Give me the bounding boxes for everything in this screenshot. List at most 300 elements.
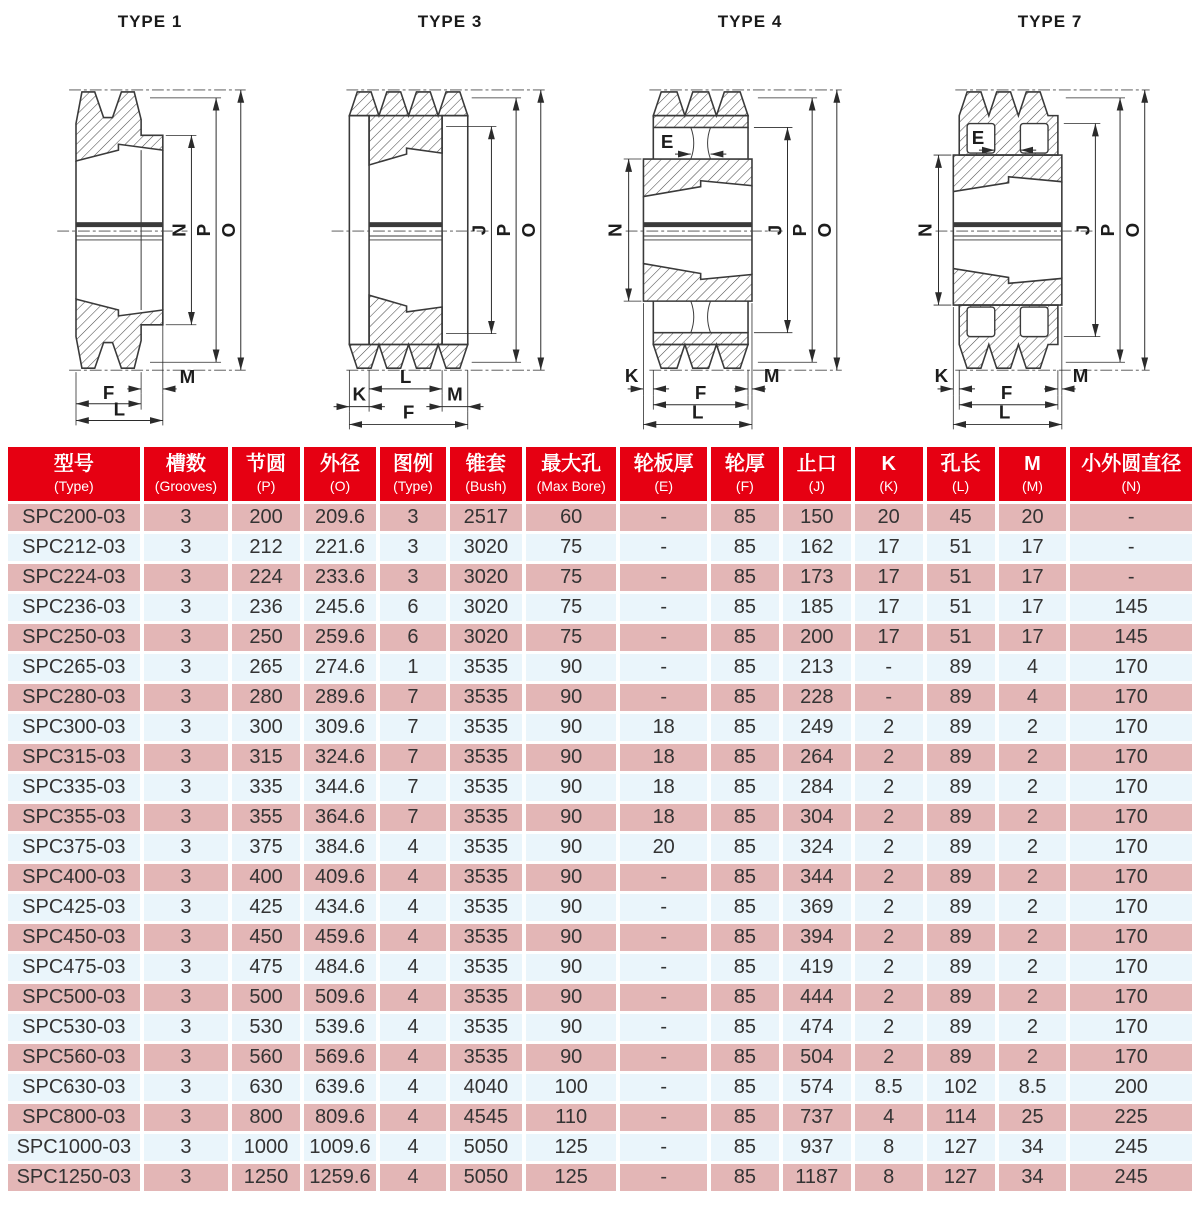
- table-cell: SPC300-03: [8, 714, 140, 741]
- header-label-zh: 孔长: [940, 453, 981, 475]
- table-cell: 324: [783, 834, 851, 861]
- table-cell: 3020: [450, 534, 522, 561]
- table-cell: 2: [999, 834, 1067, 861]
- table-cell: 89: [927, 714, 995, 741]
- table-cell: SPC280-03: [8, 684, 140, 711]
- table-cell: 150: [783, 504, 851, 531]
- table-row: [8, 1164, 1192, 1191]
- table-cell: 60: [526, 504, 617, 531]
- table-cell: 3535: [450, 804, 522, 831]
- table-cell: 89: [927, 774, 995, 801]
- table-cell: 170: [1070, 714, 1192, 741]
- dim-label-f: F: [402, 401, 415, 423]
- table-cell: 434.6: [304, 894, 376, 921]
- table-cell: 7: [380, 684, 446, 711]
- table-cell: 162: [783, 534, 851, 561]
- table-cell: 85: [711, 744, 779, 771]
- table-cell: 18: [620, 714, 706, 741]
- table-cell: 85: [711, 714, 779, 741]
- header-cell: [783, 447, 851, 501]
- table-cell: 90: [526, 1014, 617, 1041]
- table-cell: SPC1250-03: [8, 1164, 140, 1191]
- header-label-en: (Bush): [465, 478, 507, 494]
- table-cell: 209.6: [304, 504, 376, 531]
- table-cell: 125: [526, 1164, 617, 1191]
- table-cell: 170: [1070, 1044, 1192, 1071]
- table-cell: 5050: [450, 1164, 522, 1191]
- table-cell: 2: [999, 954, 1067, 981]
- table-cell: 2: [855, 1014, 923, 1041]
- table-cell: 125: [526, 1134, 617, 1161]
- table-cell: SPC1000-03: [8, 1134, 140, 1161]
- dim-label-l: L: [113, 398, 126, 420]
- spec-table: [4, 444, 1196, 1194]
- table-cell: 51: [927, 534, 995, 561]
- table-cell: 85: [711, 954, 779, 981]
- table-cell: 569.6: [304, 1044, 376, 1071]
- table-cell: 17: [855, 594, 923, 621]
- table-cell: 250: [232, 624, 300, 651]
- table-cell: 20: [855, 504, 923, 531]
- table-cell: 315: [232, 744, 300, 771]
- table-cell: -: [620, 1104, 706, 1131]
- diagrams-row: [0, 0, 1200, 438]
- table-cell: 3: [144, 834, 228, 861]
- table-cell: 504: [783, 1044, 851, 1071]
- table-cell: 2: [999, 714, 1067, 741]
- table-cell: 3: [144, 714, 228, 741]
- table-cell: 335: [232, 774, 300, 801]
- table-cell: 8.5: [999, 1074, 1067, 1101]
- table-cell: 530: [232, 1014, 300, 1041]
- dim-label-p: P: [193, 223, 215, 237]
- header-cell: [855, 447, 923, 501]
- table-cell: 20: [620, 834, 706, 861]
- table-cell: 304: [783, 804, 851, 831]
- header-label-en: (M): [1021, 478, 1043, 494]
- table-cell: 3: [380, 534, 446, 561]
- table-cell: 4: [380, 1104, 446, 1131]
- table-cell: 2517: [450, 504, 522, 531]
- table-cell: 89: [927, 864, 995, 891]
- table-cell: 51: [927, 564, 995, 591]
- table-cell: 3: [144, 1074, 228, 1101]
- table-cell: 34: [999, 1134, 1067, 1161]
- table-cell: SPC475-03: [8, 954, 140, 981]
- table-cell: 4: [380, 1164, 446, 1191]
- table-cell: 89: [927, 834, 995, 861]
- table-cell: 90: [526, 774, 617, 801]
- diagram-title-type7: TYPE 7: [1017, 12, 1083, 31]
- table-cell: 364.6: [304, 804, 376, 831]
- table-cell: -: [620, 1044, 706, 1071]
- table-cell: 500: [232, 984, 300, 1011]
- table-cell: -: [620, 504, 706, 531]
- table-cell: 3: [144, 894, 228, 921]
- header-cell: [380, 447, 446, 501]
- table-cell: 3: [144, 564, 228, 591]
- table-cell: 170: [1070, 684, 1192, 711]
- table-cell: 3535: [450, 1044, 522, 1071]
- dim-label-p: P: [493, 223, 515, 237]
- table-cell: SPC500-03: [8, 984, 140, 1011]
- header-label-zh: 轮板厚: [633, 453, 694, 475]
- header-label-en: (Grooves): [154, 478, 218, 494]
- table-cell: 4: [380, 1074, 446, 1101]
- table-cell: 212: [232, 534, 300, 561]
- table-cell: 85: [711, 1104, 779, 1131]
- table-cell: 2: [999, 924, 1067, 951]
- table-cell: 259.6: [304, 624, 376, 651]
- table-cell: 4: [380, 864, 446, 891]
- table-cell: -: [855, 654, 923, 681]
- table-cell: -: [620, 924, 706, 951]
- table-row: [8, 564, 1192, 591]
- table-cell: 4: [999, 654, 1067, 681]
- table-cell: 75: [526, 594, 617, 621]
- table-cell: SPC224-03: [8, 564, 140, 591]
- table-cell: 800: [232, 1104, 300, 1131]
- table-cell: 409.6: [304, 864, 376, 891]
- dim-label-p: P: [789, 223, 811, 237]
- table-cell: 344: [783, 864, 851, 891]
- diagram-title-type3: TYPE 3: [417, 12, 483, 31]
- table-cell: 2: [855, 834, 923, 861]
- table-cell: 369: [783, 894, 851, 921]
- table-cell: 89: [927, 954, 995, 981]
- table-row: [8, 744, 1192, 771]
- table-cell: 4: [999, 684, 1067, 711]
- table-cell: 75: [526, 534, 617, 561]
- table-cell: 170: [1070, 864, 1192, 891]
- dim-label-j: J: [764, 224, 786, 236]
- dim-label-o: O: [517, 222, 539, 238]
- dim-label-f: F: [102, 381, 115, 403]
- table-cell: 937: [783, 1134, 851, 1161]
- table-cell: 213: [783, 654, 851, 681]
- table-row: [8, 924, 1192, 951]
- table-row: [8, 504, 1192, 531]
- dim-label-k: K: [624, 365, 639, 387]
- table-cell: 3020: [450, 594, 522, 621]
- header-label-zh: 轮厚: [724, 453, 765, 475]
- table-cell: 7: [380, 774, 446, 801]
- table-cell: 394: [783, 924, 851, 951]
- table-cell: 85: [711, 1134, 779, 1161]
- header-cell: [927, 447, 995, 501]
- table-row: [8, 984, 1192, 1011]
- table-cell: 90: [526, 834, 617, 861]
- table-cell: 630: [232, 1074, 300, 1101]
- table-cell: -: [620, 954, 706, 981]
- table-cell: -: [620, 864, 706, 891]
- table-cell: 17: [855, 564, 923, 591]
- table-cell: SPC265-03: [8, 654, 140, 681]
- table-cell: 3535: [450, 984, 522, 1011]
- table-cell: 85: [711, 1044, 779, 1071]
- table-row: [8, 1044, 1192, 1071]
- table-cell: 173: [783, 564, 851, 591]
- table-cell: 3: [144, 1134, 228, 1161]
- table-cell: 89: [927, 924, 995, 951]
- table-cell: 2: [999, 1014, 1067, 1041]
- table-cell: 2: [999, 864, 1067, 891]
- table-cell: 20: [999, 504, 1067, 531]
- header-label-zh: K: [881, 453, 896, 475]
- header-label-en: (Max Bore): [536, 478, 606, 494]
- dim-label-j: J: [468, 224, 490, 236]
- table-cell: 2: [999, 894, 1067, 921]
- table-cell: 4: [380, 1014, 446, 1041]
- dim-label-k: K: [352, 383, 366, 405]
- table-cell: 3535: [450, 894, 522, 921]
- table-cell: 475: [232, 954, 300, 981]
- header-label-zh: 锥套: [465, 453, 506, 475]
- table-row: [8, 804, 1192, 831]
- header-cell: [304, 447, 376, 501]
- table-cell: 2: [999, 744, 1067, 771]
- table-cell: -: [620, 564, 706, 591]
- header-cell: [450, 447, 522, 501]
- table-cell: 85: [711, 534, 779, 561]
- table-row: [8, 1014, 1192, 1041]
- table-cell: 224: [232, 564, 300, 591]
- table-cell: 1250: [232, 1164, 300, 1191]
- dim-label-f: F: [694, 381, 707, 403]
- header-label-zh: 节圆: [246, 453, 287, 475]
- table-cell: 85: [711, 624, 779, 651]
- table-cell: 574: [783, 1074, 851, 1101]
- table-cell: 450: [232, 924, 300, 951]
- table-cell: 2: [855, 894, 923, 921]
- table-cell: 3: [144, 744, 228, 771]
- pulley-section-type1-drawing: [2, 32, 298, 438]
- table-cell: 3535: [450, 834, 522, 861]
- table-cell: 90: [526, 924, 617, 951]
- dim-label-j: J: [1072, 224, 1094, 236]
- table-cell: SPC425-03: [8, 894, 140, 921]
- dim-label-l: L: [399, 365, 412, 387]
- table-row: [8, 714, 1192, 741]
- table-cell: 2: [999, 984, 1067, 1011]
- table-cell: 200: [1070, 1074, 1192, 1101]
- table-cell: 85: [711, 774, 779, 801]
- diagram-type1: [0, 8, 300, 438]
- pulley-section-type3-drawing: [302, 32, 598, 438]
- table-cell: 419: [783, 954, 851, 981]
- table-cell: 1009.6: [304, 1134, 376, 1161]
- table-cell: 200: [783, 624, 851, 651]
- table-cell: 3020: [450, 564, 522, 591]
- dim-label-l: L: [998, 401, 1011, 423]
- table-cell: 1187: [783, 1164, 851, 1191]
- table-cell: 245.6: [304, 594, 376, 621]
- table-cell: 265: [232, 654, 300, 681]
- table-cell: 284: [783, 774, 851, 801]
- table-row: [8, 954, 1192, 981]
- table-cell: 170: [1070, 744, 1192, 771]
- header-label-zh: 型号: [53, 453, 94, 475]
- table-row: [8, 894, 1192, 921]
- table-cell: 145: [1070, 594, 1192, 621]
- table-cell: 3535: [450, 744, 522, 771]
- table-cell: 89: [927, 894, 995, 921]
- table-cell: -: [620, 624, 706, 651]
- dim-label-o: O: [813, 222, 835, 238]
- table-cell: 3535: [450, 684, 522, 711]
- table-cell: 85: [711, 834, 779, 861]
- header-label-en: (F): [735, 478, 754, 494]
- header-label-en: (E): [654, 478, 674, 494]
- table-cell: 1: [380, 654, 446, 681]
- header-cell: [999, 447, 1067, 501]
- table-cell: 7: [380, 744, 446, 771]
- table-cell: 3: [144, 954, 228, 981]
- dim-label-n: N: [914, 223, 936, 237]
- dim-label-e: E: [660, 131, 674, 153]
- table-cell: 85: [711, 894, 779, 921]
- header-label-zh: 止口: [796, 453, 837, 475]
- table-cell: 2: [855, 714, 923, 741]
- table-cell: SPC560-03: [8, 1044, 140, 1071]
- header-cell: [620, 447, 706, 501]
- table-cell: 2: [855, 954, 923, 981]
- table-cell: 170: [1070, 774, 1192, 801]
- table-cell: 170: [1070, 924, 1192, 951]
- table-cell: 17: [999, 624, 1067, 651]
- table-cell: 3535: [450, 954, 522, 981]
- table-cell: 170: [1070, 984, 1192, 1011]
- table-cell: 200: [232, 504, 300, 531]
- header-label-zh: 槽数: [165, 453, 206, 475]
- table-cell: 90: [526, 894, 617, 921]
- table-cell: 300: [232, 714, 300, 741]
- table-cell: 170: [1070, 804, 1192, 831]
- table-cell: 6: [380, 624, 446, 651]
- table-cell: 425: [232, 894, 300, 921]
- table-cell: 509.6: [304, 984, 376, 1011]
- table-cell: 2: [999, 1044, 1067, 1071]
- table-cell: -: [620, 1134, 706, 1161]
- table-cell: 375: [232, 834, 300, 861]
- table-cell: 4: [380, 1044, 446, 1071]
- table-cell: 185: [783, 594, 851, 621]
- table-cell: 4545: [450, 1104, 522, 1131]
- table-cell: 639.6: [304, 1074, 376, 1101]
- table-cell: 3: [144, 624, 228, 651]
- table-row: [8, 864, 1192, 891]
- header-cell: [8, 447, 140, 501]
- table-row: [8, 774, 1192, 801]
- table-cell: 170: [1070, 1014, 1192, 1041]
- table-cell: 3: [144, 1044, 228, 1071]
- header-label-zh: 外径: [320, 453, 361, 475]
- header-cell: [526, 447, 617, 501]
- table-cell: 4: [380, 1134, 446, 1161]
- header-label-en: (N): [1121, 478, 1141, 494]
- table-cell: 3: [144, 984, 228, 1011]
- table-cell: 2: [855, 804, 923, 831]
- table-cell: 3: [380, 504, 446, 531]
- table-cell: 400: [232, 864, 300, 891]
- table-cell: 2: [855, 774, 923, 801]
- pulley-body: [936, 92, 1096, 368]
- table-cell: 3020: [450, 624, 522, 651]
- table-row: [8, 1134, 1192, 1161]
- table-cell: 2: [855, 744, 923, 771]
- table-cell: 8.5: [855, 1074, 923, 1101]
- table-cell: -: [620, 1164, 706, 1191]
- table-cell: SPC315-03: [8, 744, 140, 771]
- table-cell: 236: [232, 594, 300, 621]
- table-cell: 34: [999, 1164, 1067, 1191]
- dim-label-n: N: [168, 223, 190, 237]
- table-cell: 274.6: [304, 654, 376, 681]
- table-cell: 170: [1070, 894, 1192, 921]
- table-cell: 90: [526, 744, 617, 771]
- pulley-section-type7-drawing: [902, 32, 1198, 438]
- table-cell: 17: [999, 594, 1067, 621]
- table-cell: 444: [783, 984, 851, 1011]
- table-cell: 2: [855, 864, 923, 891]
- table-cell: 3535: [450, 714, 522, 741]
- table-cell: SPC212-03: [8, 534, 140, 561]
- table-cell: SPC450-03: [8, 924, 140, 951]
- table-cell: 145: [1070, 624, 1192, 651]
- table-cell: SPC335-03: [8, 774, 140, 801]
- table-cell: -: [620, 594, 706, 621]
- dim-label-e: E: [971, 127, 985, 149]
- table-cell: 89: [927, 654, 995, 681]
- table-cell: -: [855, 684, 923, 711]
- table-cell: 85: [711, 684, 779, 711]
- dim-label-m: M: [447, 383, 463, 405]
- dim-label-m: M: [763, 365, 780, 387]
- table-cell: 25: [999, 1104, 1067, 1131]
- table-cell: 18: [620, 744, 706, 771]
- table-cell: 51: [927, 594, 995, 621]
- table-cell: SPC236-03: [8, 594, 140, 621]
- table-cell: 90: [526, 954, 617, 981]
- table-cell: 75: [526, 624, 617, 651]
- table-cell: 233.6: [304, 564, 376, 591]
- table-cell: 89: [927, 984, 995, 1011]
- table-cell: 459.6: [304, 924, 376, 951]
- table-cell: 8: [855, 1164, 923, 1191]
- table-cell: -: [1070, 504, 1192, 531]
- table-cell: 110: [526, 1104, 617, 1131]
- table-cell: 737: [783, 1104, 851, 1131]
- table-cell: 7: [380, 714, 446, 741]
- pulley-body: [332, 92, 490, 368]
- dim-label-k: K: [934, 365, 949, 387]
- table-row: [8, 594, 1192, 621]
- table-cell: 18: [620, 774, 706, 801]
- table-cell: 280: [232, 684, 300, 711]
- table-cell: 85: [711, 1164, 779, 1191]
- table-cell: 474: [783, 1014, 851, 1041]
- table-cell: 1000: [232, 1134, 300, 1161]
- pulley-body: [626, 92, 786, 368]
- table-cell: 85: [711, 504, 779, 531]
- table-cell: 85: [711, 1014, 779, 1041]
- table-cell: SPC630-03: [8, 1074, 140, 1101]
- header-label-en: (K): [879, 478, 898, 494]
- table-cell: 2: [999, 804, 1067, 831]
- diagram-title-type4: TYPE 4: [717, 12, 783, 31]
- table-row: [8, 624, 1192, 651]
- table-cell: 8: [855, 1134, 923, 1161]
